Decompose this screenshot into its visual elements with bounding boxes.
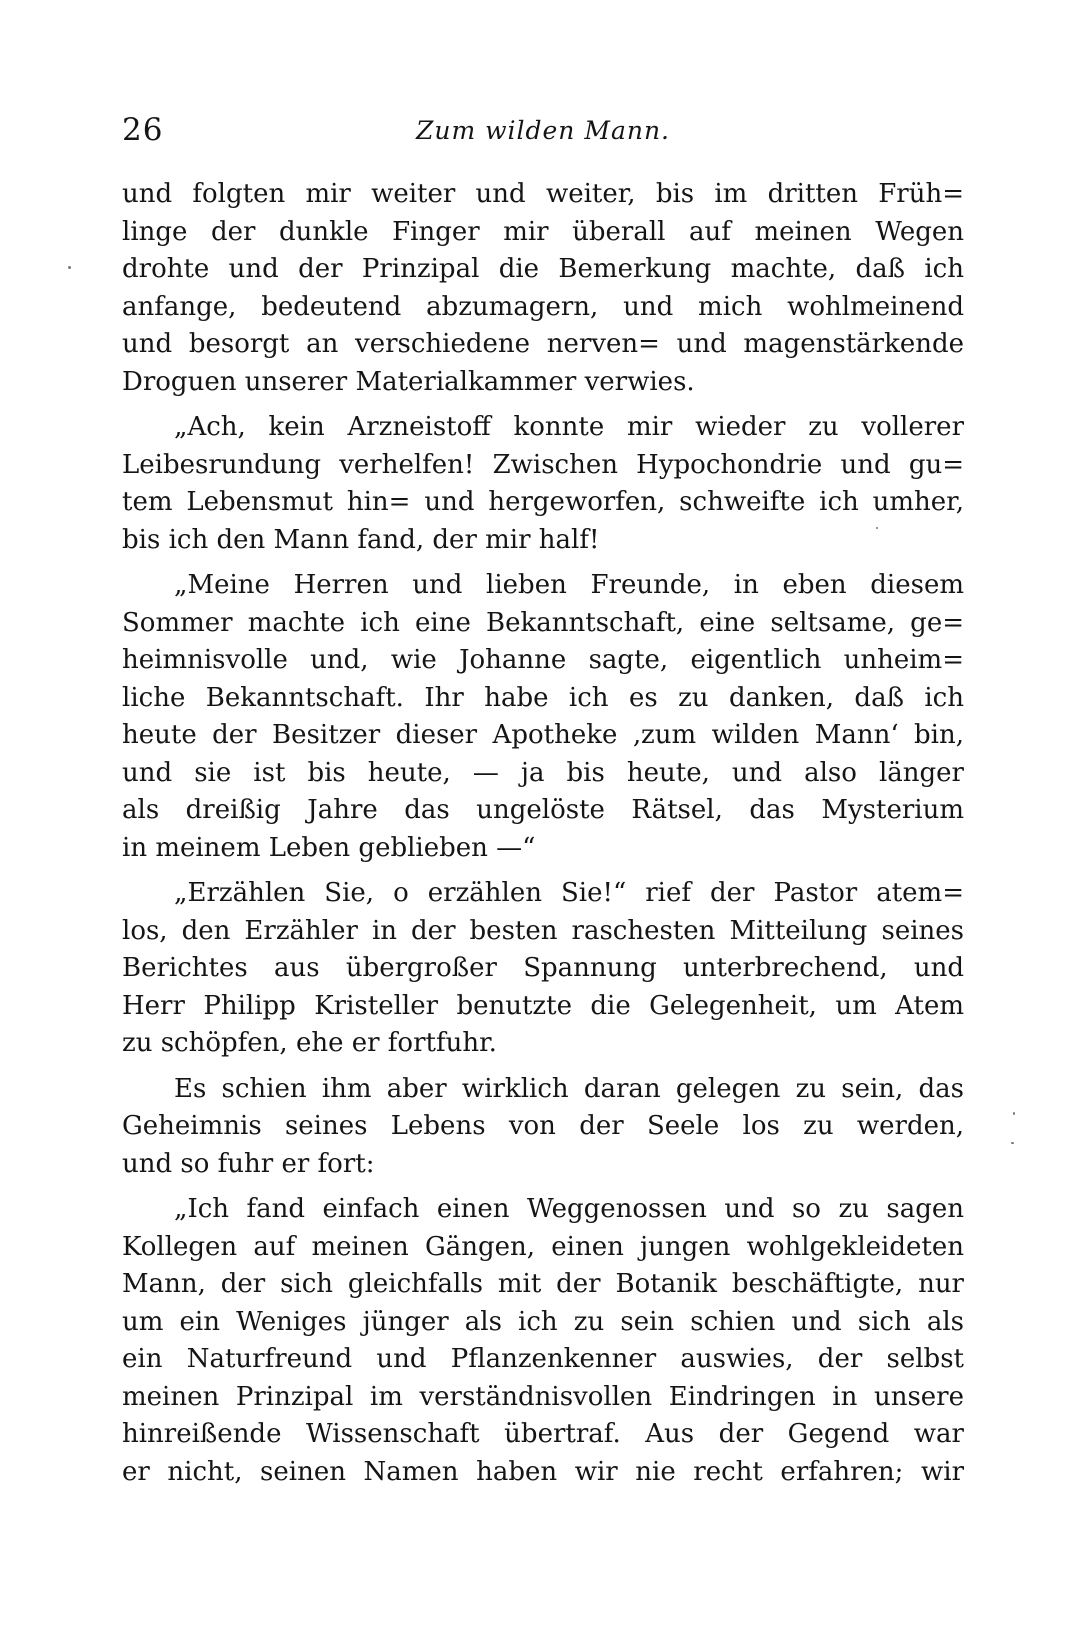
text-line: linge der dunkle Finger mir überall auf meinen Wegen xyxy=(122,216,964,247)
text-line: liche Bekanntschaft. Ihr habe ich es zu danken, daß ich xyxy=(122,682,964,713)
scan-speck xyxy=(1011,1142,1014,1144)
text-line: und folgten mir weiter und weiter, bis im dritten Früh= xyxy=(122,179,964,209)
text-line: Sommer machte ich eine Bekanntschaft, eine seltsame, ge= xyxy=(122,607,964,638)
text-line: zu schöpfen, ehe er fortfuhr. xyxy=(122,1028,497,1058)
scan-speck xyxy=(68,266,71,269)
text-line: „Erzählen Sie, o erzählen Sie!“ rief der Pastor atem= xyxy=(174,878,964,908)
text-line: los, den Erzähler in der besten raschesten Mitteilung seines xyxy=(122,915,964,946)
page-number: 26 xyxy=(122,112,164,148)
text-line: hinreißende Wissenschaft übertraf. Aus der Gegend war xyxy=(122,1419,964,1449)
scan-speck xyxy=(876,527,878,529)
paragraph xyxy=(122,875,964,1063)
text-line: Es schien ihm aber wirklich daran gelegen zu sein, das xyxy=(174,1073,964,1104)
paragraph xyxy=(122,1071,964,1184)
text-line: tem Lebensmut hin= und hergeworfen, schweifte ich umher, xyxy=(122,487,964,517)
text-line: drohte und der Prinzipal die Bemerkung machte, daß ich xyxy=(122,254,964,284)
text-line: Herr Philipp Kristeller benutzte die Gelegenheit, um Atem xyxy=(122,990,964,1021)
text-line: und besorgt an verschiedene nerven= und magenstärkende xyxy=(122,329,964,359)
text-line: und sie ist bis heute, — ja bis heute, und also länger xyxy=(122,757,964,788)
body-text xyxy=(122,176,964,1491)
text-line: er nicht, seinen Namen haben wir nie recht erfahren; wir xyxy=(122,1456,964,1487)
text-line: bis ich den Mann fand, der mir half! xyxy=(122,524,600,555)
text-line: Kollegen auf meinen Gängen, einen jungen wohlgekleideten xyxy=(122,1231,964,1262)
text-line: „Meine Herren und lieben Freunde, in eben diesem xyxy=(174,570,964,600)
running-title: Zum wilden Mann. xyxy=(415,116,670,145)
scan-speck xyxy=(1013,1112,1015,1115)
text-line: „Ich fand einfach einen Weggenossen und so zu sagen xyxy=(174,1194,964,1224)
paragraph xyxy=(122,567,964,867)
text-line: Mann, der sich gleichfalls mit der Botanik beschäftigte, nur xyxy=(122,1269,964,1299)
text-line: Leibesrundung verhelfen! Zwischen Hypochondrie und gu= xyxy=(122,449,964,480)
text-line: Berichtes aus übergroßer Spannung unterbrechend, und xyxy=(122,953,964,983)
paragraph xyxy=(122,409,964,559)
text-line: heute der Besitzer dieser Apotheke ‚zum wilden Mann‘ bin, xyxy=(122,720,964,750)
text-line: in meinem Leben geblieben —“ xyxy=(122,832,536,863)
page-header xyxy=(122,112,964,152)
text-line: meinen Prinzipal im verständnisvollen Eindringen in unsere xyxy=(122,1381,964,1412)
text-line: „Ach, kein Arzneistoff konnte mir wieder zu vollerer xyxy=(174,412,964,442)
paragraph xyxy=(122,1191,964,1491)
text-line: als dreißig Jahre das ungelöste Rätsel, das Mysterium xyxy=(122,795,964,825)
text-line: ein Naturfreund und Pflanzenkenner auswies, der selbst xyxy=(122,1344,964,1374)
text-line: um ein Weniges jünger als ich zu sein schien und sich als xyxy=(122,1306,964,1337)
paragraph xyxy=(122,176,964,401)
text-line: und so fuhr er fort: xyxy=(122,1148,375,1179)
text-line: Droguen unserer Materialkammer verwies. xyxy=(122,366,695,397)
text-line: Geheimnis seines Lebens von der Seele los zu werden, xyxy=(122,1111,964,1141)
text-line: anfange, bedeutend abzumagern, und mich wohlmeinend xyxy=(122,291,964,322)
text-line: heimnisvolle und, wie Johanne sagte, eigentlich unheim= xyxy=(122,645,964,675)
